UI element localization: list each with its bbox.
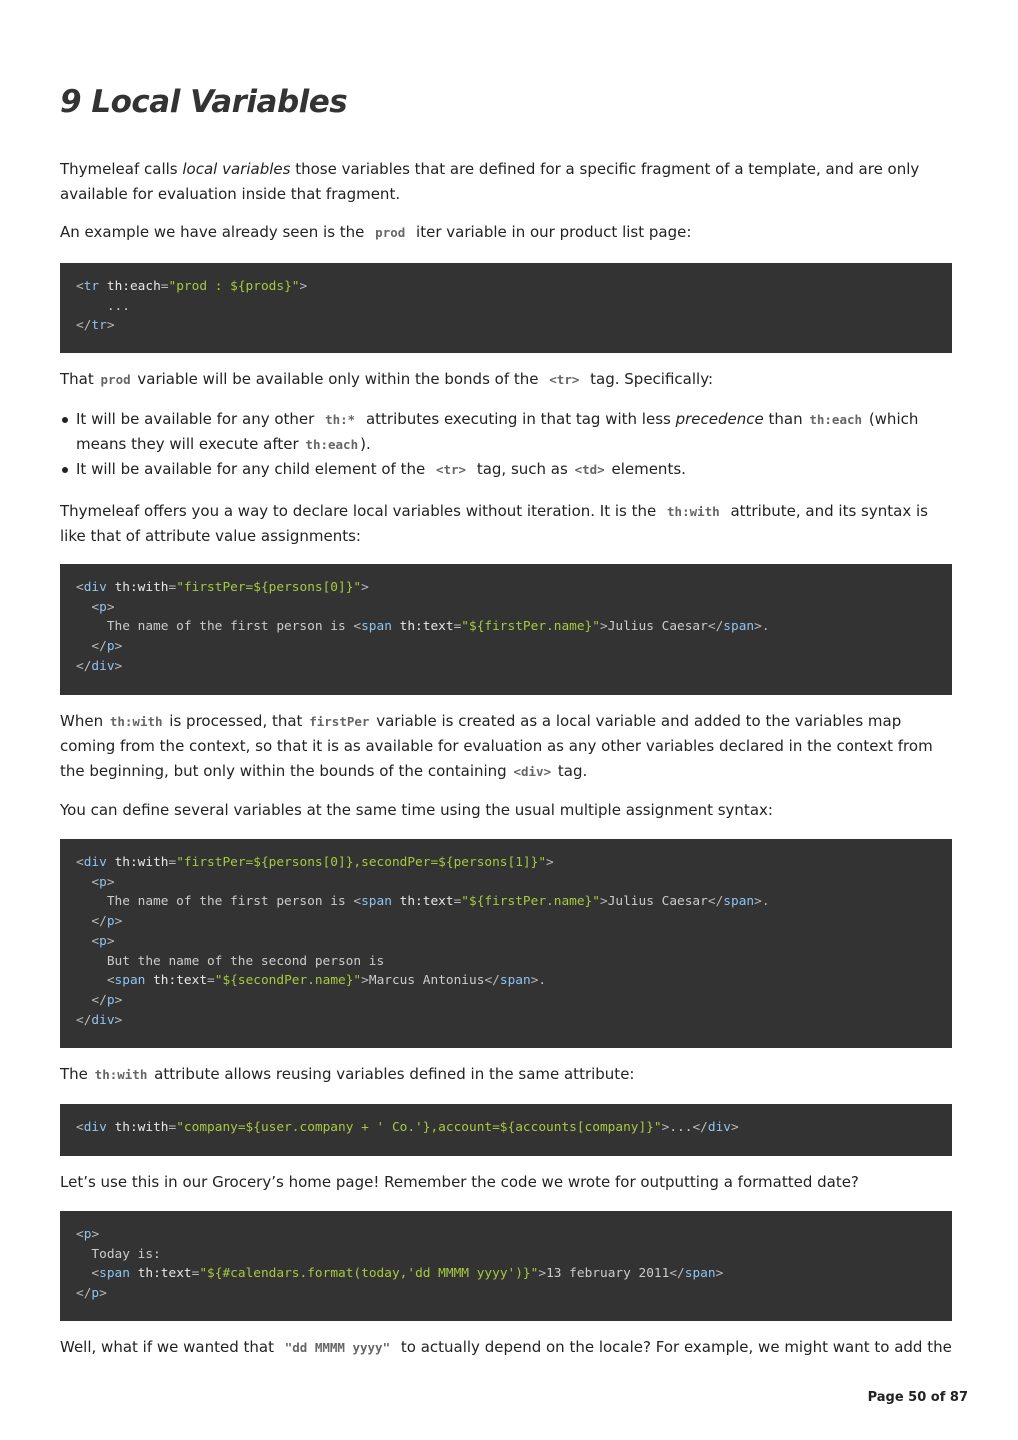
- paragraph-grocery-home: Let’s use this in our Grocery’s home page! Remember the code we wrote for outputting a formatted date?: [60, 1173, 859, 1191]
- paragraph-multiple-assignment: You can define several variables at the same time using the usual multiple assignment syntax:: [60, 801, 773, 819]
- inline-code: <tr>: [549, 372, 580, 387]
- inline-code: prod: [100, 372, 131, 387]
- inline-code: firstPer: [309, 714, 370, 729]
- paragraph-reuse-variables: The th:with attribute allows reusing variables defined in the same attribute:: [60, 1065, 635, 1083]
- code-block-th-with-multiple: <div th:with="firstPer=${persons[0]},secondPer=${persons[1]}"> <p> The name of the first person is <span th:text="${firstPer.name}">Julius Caesar</span>. </p> <p> But the name of the second person is <span th:text="${secondPer.name}">Marcus Antonius</span>. </p> </div>: [60, 839, 952, 1048]
- inline-code: th:with: [94, 1067, 148, 1082]
- inline-code: prod: [375, 225, 406, 240]
- code-block-th-with-reuse: <div th:with="company=${user.company + ' Co.'},account=${accounts[company]}">...</div>: [60, 1104, 952, 1156]
- code-block-th-each: <tr th:each="prod : ${prods}"> ... </tr>: [60, 263, 952, 353]
- inline-code: "dd MMMM yyyy": [284, 1340, 391, 1355]
- paragraph-th-with-intro: Thymeleaf offers you a way to declare local variables without iteration. It is the th:with attribute, and its syntax is like that of attribute value assignments:: [60, 502, 928, 545]
- scope-bullet-list: [60, 407, 968, 482]
- list-item: It will be available for any other th:* attributes executing in that tag with less precedence than th:each (which means they will execute after th:each ).: [76, 407, 968, 457]
- inline-code: th:with: [109, 714, 163, 729]
- code-block-th-with-single: <div th:with="firstPer=${persons[0]}"> <p> The name of the first person is <span th:text="${firstPer.name}">Julius Caesar</span>. </p> </div>: [60, 564, 952, 695]
- paragraph-local-variables-intro: Thymeleaf calls local variables those variables that are defined for a specific fragment of a template, and are only available for evaluation inside that fragment.: [60, 160, 920, 203]
- page-number: Page 50 of 87: [867, 1390, 968, 1405]
- paragraph-prod-example: An example we have already seen is the prod iter variable in our product list page:: [60, 223, 692, 241]
- inline-code: th:with: [667, 504, 720, 519]
- paragraph-th-with-processing: When th:with is processed, that firstPer variable is created as a local variable and added to the variables map coming from the context, so that it is as available for evaluation as any other variables declared in the context from the beginning, but only within the bounds of the containing <div> tag.: [60, 712, 933, 780]
- inline-code: <div>: [513, 764, 552, 779]
- paragraph-locale-question: Well, what if we wanted that "dd MMMM yyyy" to actually depend on the locale? For example, we might want to add the: [60, 1338, 952, 1356]
- code-block-formatted-date: <p> Today is: <span th:text="${#calendars.format(today,'dd MMMM yyyy')}">13 february 2011</span> </p>: [60, 1211, 952, 1321]
- page-title: 9 Local Variables: [60, 84, 348, 120]
- list-item: It will be available for any child element of the <tr> tag, such as <td> elements.: [76, 457, 968, 482]
- paragraph-prod-scope: That prod variable will be available only within the bonds of the <tr> tag. Specifically:: [60, 370, 714, 388]
